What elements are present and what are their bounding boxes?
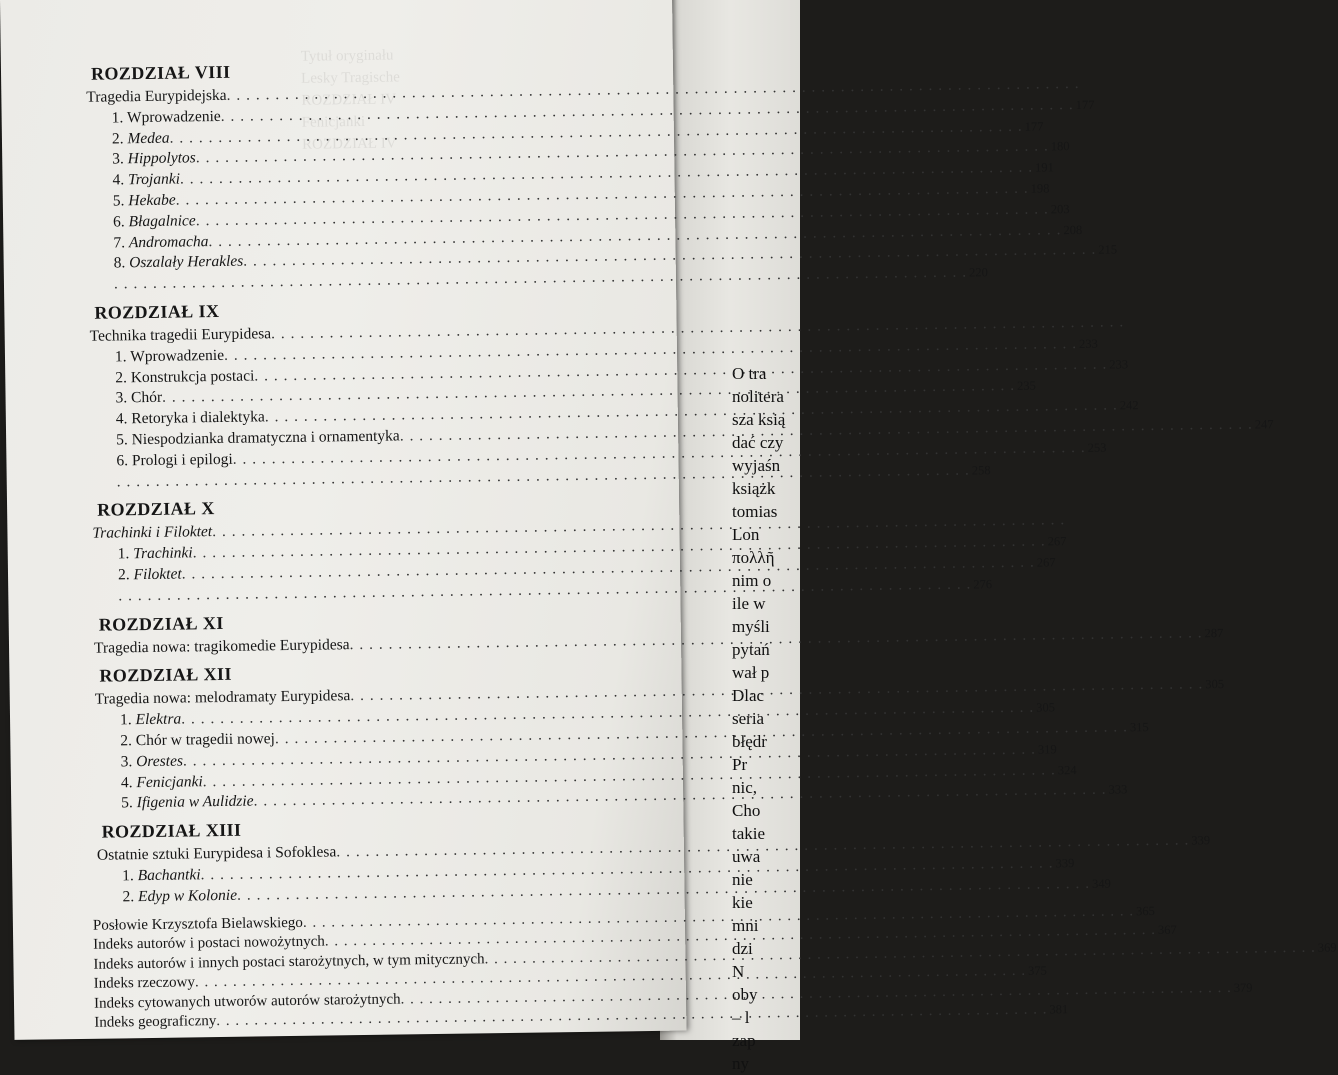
section-number: 6. xyxy=(113,213,129,230)
page-number: 305 xyxy=(1034,697,1055,718)
chapter-title-row-text xyxy=(90,324,272,347)
text-line: oby xyxy=(732,983,792,1006)
text-line: wyjaśn xyxy=(732,454,792,477)
chapter-heading: ROZDZIAŁ XI xyxy=(99,605,679,635)
page-number: 215 xyxy=(1096,240,1117,261)
text-line: nic, xyxy=(732,776,792,799)
section-name: Bachantki xyxy=(138,866,201,884)
page-number: 253 xyxy=(1086,437,1107,458)
text-line: Cho xyxy=(732,799,792,822)
page-number: 203 xyxy=(1049,199,1070,220)
section-number: 2. xyxy=(118,566,134,583)
section-number: 3. xyxy=(115,390,131,407)
page-number: 333 xyxy=(1106,780,1127,801)
text-line: – l xyxy=(732,1006,792,1029)
page-number: 258 xyxy=(970,460,991,481)
section-row-text xyxy=(113,232,208,254)
section-number: 1. xyxy=(118,545,134,562)
section-number: 1. xyxy=(115,348,130,365)
section-number: 2. xyxy=(122,888,138,905)
section-name: Chór xyxy=(131,389,162,406)
chapter-heading: ROZDZIAŁ XIII xyxy=(101,813,681,843)
chapter-title: Ostatnie sztuki Eurypidesa i Sofoklesa xyxy=(97,843,337,863)
text-line: Dlac xyxy=(732,684,792,707)
section-name: Fenicjanki xyxy=(136,773,203,791)
section-row-text xyxy=(115,366,254,389)
section-name: Edyp w Kolonie xyxy=(138,886,237,904)
page-number: 247 xyxy=(1253,414,1274,435)
section-row-text xyxy=(122,885,237,907)
page-number: 177 xyxy=(1074,95,1095,116)
section-name: Andromacha xyxy=(129,233,209,251)
page-number: 324 xyxy=(1056,760,1077,781)
section-name: Chór w tragedii nowej xyxy=(136,730,275,749)
section-name: Konstrukcja postaci xyxy=(131,367,255,386)
table-of-contents xyxy=(81,49,685,1034)
text-line: πολλῆ xyxy=(732,546,792,569)
chapter-title: Trachinki i Filoktet xyxy=(92,523,212,542)
page-number: 319 xyxy=(1036,739,1057,760)
page-number: 369 xyxy=(1316,938,1337,958)
section-name: Retoryka i dialektyka xyxy=(131,409,265,428)
page-number: 198 xyxy=(1029,178,1050,199)
page-number: 365 xyxy=(1134,901,1155,921)
page-number: 315 xyxy=(1128,717,1149,738)
page-number: 287 xyxy=(1202,623,1223,644)
section-row-text xyxy=(112,128,170,150)
section-name: Filoktet xyxy=(133,565,181,583)
section-row-text xyxy=(112,170,180,192)
page-number: 339 xyxy=(1053,853,1074,874)
section-name: Trojanki xyxy=(128,171,180,189)
text-line: nim o xyxy=(732,569,792,592)
ghost-line: Lesky Tragische xyxy=(301,64,581,90)
section-name: Wprowadzenie xyxy=(127,108,221,126)
section-row-text xyxy=(116,408,265,431)
text-line: seria xyxy=(732,707,792,730)
section-row-text xyxy=(116,450,233,472)
chapter-title: Tragedia nowa: melodramaty Eurypidesa xyxy=(95,688,351,709)
text-line: pytań xyxy=(732,638,792,661)
text-line: ny xyxy=(732,1052,792,1075)
section-name: Hippolytos xyxy=(128,150,196,168)
text-line: mni xyxy=(732,914,792,937)
section-number: 7. xyxy=(113,234,129,251)
section-name: Orestes xyxy=(136,752,183,770)
section-row-text xyxy=(121,751,184,773)
text-line: nie xyxy=(732,868,792,891)
back-matter xyxy=(93,908,685,1034)
section-row-text xyxy=(118,544,193,566)
section-row-text xyxy=(115,388,162,409)
page-number: 235 xyxy=(1015,376,1036,397)
section-name: Błagalnice xyxy=(128,212,195,230)
section-row-text xyxy=(120,729,275,752)
back-matter-row-text xyxy=(94,1013,216,1034)
back-matter-title: Posłowie Krzysztofa Bielawskiego xyxy=(93,914,303,933)
page-number: 177 xyxy=(1023,116,1044,137)
page-number: 379 xyxy=(1232,978,1253,998)
text-line: wał p xyxy=(732,661,792,684)
page-number: 276 xyxy=(971,574,992,595)
page-number: 180 xyxy=(1049,136,1070,157)
chapter-heading: ROZDZIAŁ VIII xyxy=(91,55,671,85)
section-number: 5. xyxy=(121,794,137,811)
page-number: 242 xyxy=(1118,395,1139,416)
ghost-line: ROZDZIAŁ IV xyxy=(301,86,581,112)
section-row-text xyxy=(115,346,224,368)
section-name: Hekabe xyxy=(128,192,176,210)
section-row-text xyxy=(113,191,176,213)
section-name: Oszalały Herakles xyxy=(129,253,243,272)
page-number: 191 xyxy=(1033,157,1054,178)
text-line: błędr xyxy=(732,730,792,753)
back-matter-row-text xyxy=(94,974,195,995)
section-name: Niespodzianka dramatyczna i ornamentyka xyxy=(132,427,400,448)
section-row-text xyxy=(121,792,254,815)
back-matter-title: Indeks cytowanych utworów autorów starożytnych xyxy=(94,991,401,1011)
text-line: ile w xyxy=(732,592,792,615)
section-name: Wprowadzenie xyxy=(130,347,224,365)
section-number: 4. xyxy=(116,410,132,427)
page-number: 349 xyxy=(1090,873,1111,894)
text-line: myśli xyxy=(732,615,792,638)
section-name: Ifigenia w Aulidzie xyxy=(137,793,254,812)
section-number: 2. xyxy=(115,369,131,386)
section-number: 2. xyxy=(112,130,128,147)
text-line: takie xyxy=(732,822,792,845)
text-line: nolitera xyxy=(732,385,792,408)
page-number: 375 xyxy=(1026,962,1047,982)
section-number: 1. xyxy=(122,867,138,884)
text-line: kie xyxy=(732,891,792,914)
text-line: zap xyxy=(732,1029,792,1052)
section-name: Medea xyxy=(127,129,169,147)
text-line: Pr xyxy=(732,753,792,776)
back-matter-title: Indeks autorów i innych postaci starożytnych, w tym mitycznych xyxy=(93,951,484,972)
page-number: 267 xyxy=(1035,552,1056,573)
section-row-text xyxy=(121,772,203,794)
section-number: 1. xyxy=(112,109,127,126)
chapter-heading: ROZDZIAŁ XII xyxy=(99,657,679,687)
back-matter-title: Indeks rzeczowy xyxy=(94,975,195,992)
page-number: 339 xyxy=(1189,830,1210,851)
ghost-line: Tytuł oryginału xyxy=(301,42,581,68)
section-number: 1. xyxy=(120,711,136,728)
section-number: 3. xyxy=(121,753,137,770)
section-name: Elektra xyxy=(135,711,181,729)
section-row-text xyxy=(118,564,182,586)
ghost-line: Fenicjanki xyxy=(302,108,582,134)
page-number: 220 xyxy=(967,262,988,283)
page-number: 208 xyxy=(1061,219,1082,240)
text-line: dać czy xyxy=(732,431,792,454)
chapter-title: Tragedia Eurypidejska xyxy=(86,87,226,106)
section-row-text xyxy=(120,710,181,732)
chapter-heading: ROZDZIAŁ IX xyxy=(94,294,674,324)
page-number: 305 xyxy=(1203,674,1224,695)
section-number: 3. xyxy=(112,151,128,168)
section-number: 6. xyxy=(116,452,132,469)
chapter-heading: ROZDZIAŁ X xyxy=(97,491,677,521)
section-number: 4. xyxy=(112,171,128,188)
page-number: 267 xyxy=(1046,531,1067,552)
text-line: tomias xyxy=(732,500,792,523)
chapter-title: Technika tragedii Eurypidesa xyxy=(90,325,272,345)
text-line: uwa xyxy=(732,845,792,868)
section-row-text xyxy=(122,865,201,887)
back-matter-title: Indeks autorów i postaci nowożytnych xyxy=(93,934,325,953)
section-name: Prologi i epilogi xyxy=(132,451,233,469)
section-number: 2. xyxy=(120,732,136,749)
section-name: Trachinki xyxy=(133,545,193,563)
section-row-text xyxy=(114,252,244,275)
left-page xyxy=(0,0,686,1040)
chapter-title-row xyxy=(89,630,679,659)
text-line: N xyxy=(732,960,792,983)
section-row-text xyxy=(112,107,221,129)
section-number: 5. xyxy=(116,431,132,448)
page-number: 381 xyxy=(1047,1001,1068,1021)
chapter-title-row-text xyxy=(92,522,212,544)
section-row-text xyxy=(113,211,196,233)
page-number: 233 xyxy=(1077,333,1098,354)
section-number: 5. xyxy=(113,192,129,209)
text-line: Lon xyxy=(732,523,792,546)
text-line: O tra xyxy=(732,362,792,385)
back-matter-title: Indeks geograficzny xyxy=(94,1014,216,1032)
text-line: sza ksią xyxy=(732,408,792,431)
section-number: 8. xyxy=(114,255,130,272)
section-number: 4. xyxy=(121,774,137,791)
text-line: książk xyxy=(732,477,792,500)
text-line: dzi xyxy=(732,937,792,960)
ghost-line: ROZDZIAŁ IV xyxy=(302,130,582,156)
section-row-text xyxy=(112,149,196,171)
page-number: 233 xyxy=(1107,354,1128,375)
chapter-title-row-text xyxy=(86,86,226,109)
chapter-title-row-text xyxy=(94,635,350,659)
chapter-title: Tragedia nowa: tragikomedie Eurypidesa xyxy=(94,636,350,657)
page-number: 367 xyxy=(1156,921,1177,941)
